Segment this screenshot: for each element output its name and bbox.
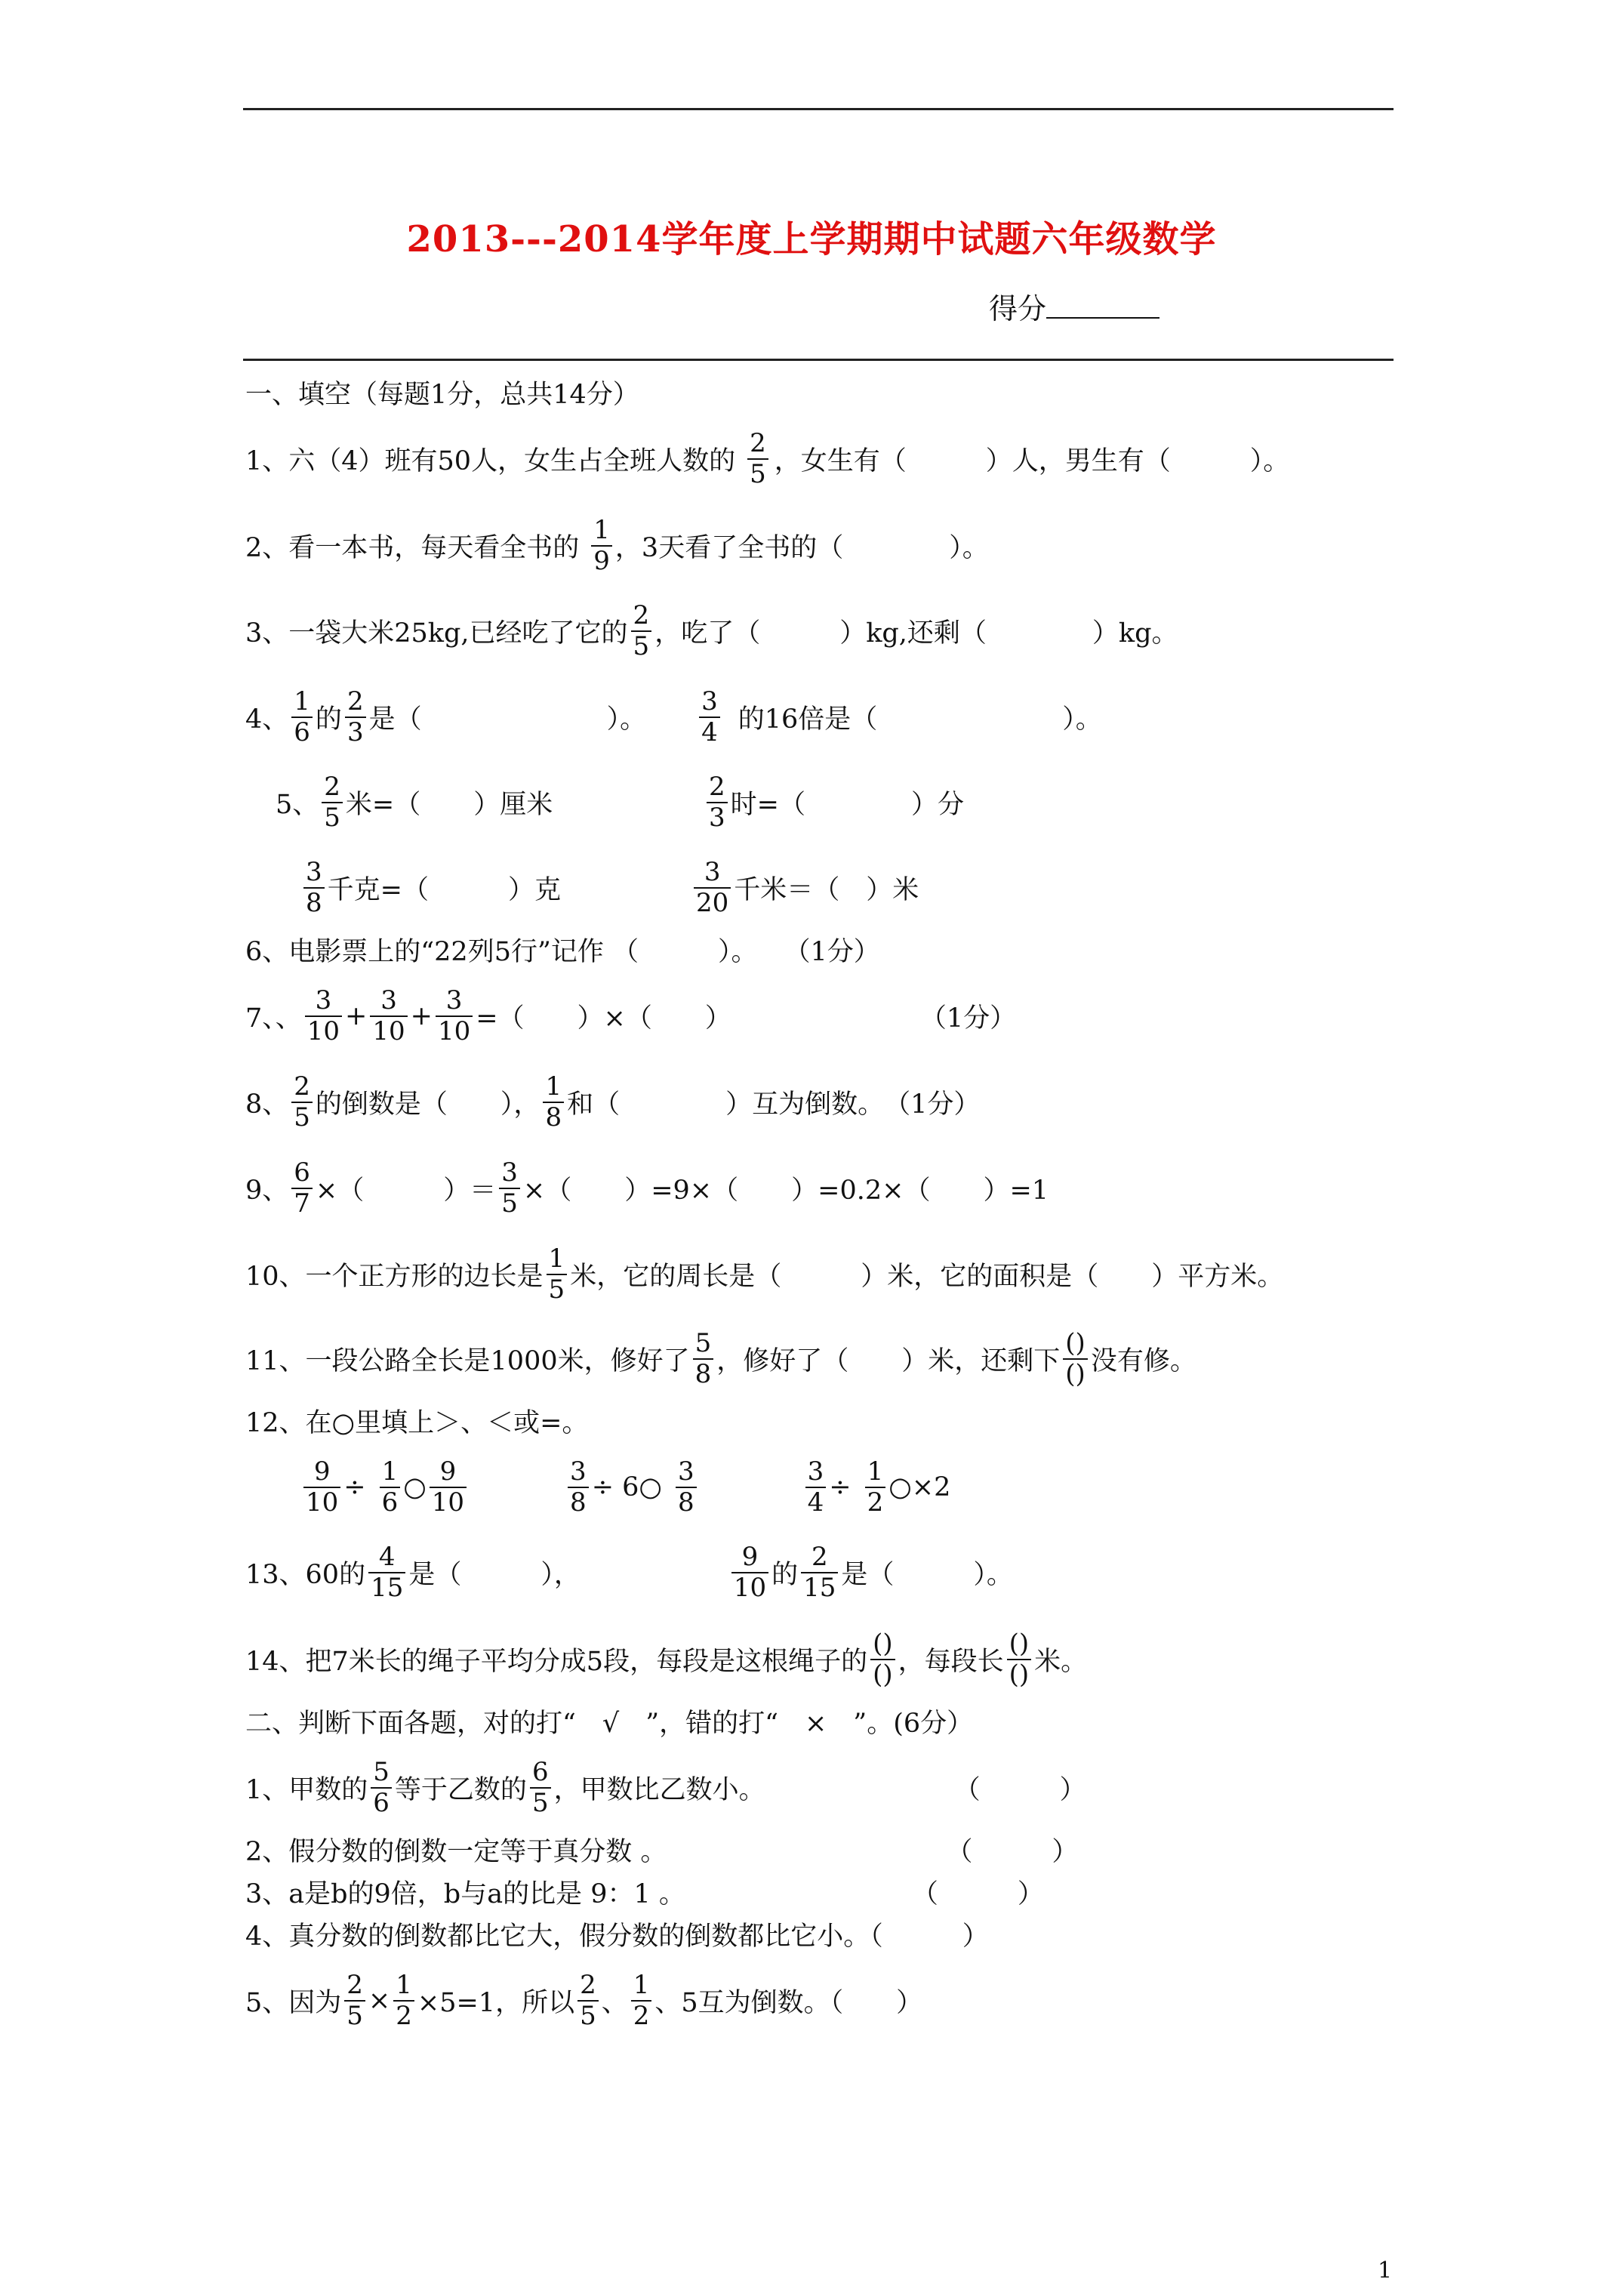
fraction: $\frac{()}{()}$ (1007, 1629, 1032, 1688)
fraction: $\frac{2}{5}$ (747, 429, 768, 488)
fraction: $\frac{3}{10}$ (370, 986, 407, 1045)
fraction: $\frac{3}{8}$ (568, 1457, 589, 1516)
fraction: $\frac{6}{5}$ (530, 1758, 551, 1817)
answer-bracket[interactable]: （ ） (953, 1774, 1086, 1805)
section1-heading: 一、填空（每题1分，总共14分） (245, 380, 639, 410)
fraction: $\frac{1}{6}$ (380, 1457, 401, 1516)
fraction: $\frac{1}{2}$ (393, 1971, 414, 2029)
question-3: 3、一袋大米25kg,已经吃了它的 $\frac{2}{5}$ ，吃了（ ）kg,还剩（ ）kg。 (245, 600, 1178, 661)
question-9: 9、 $\frac{6}{7}$ ×（ ）＝ $\frac{3}{5}$ ×（ ）=9×（ ）=0.2×（ ）=1 (245, 1157, 1049, 1219)
question-2: 2、看一本书，每天看全书的 $\frac{1}{9}$ ，3天看了全书的（ ）。 (245, 515, 989, 576)
fraction: $\frac{5}{8}$ (693, 1329, 714, 1388)
fraction: $\frac{2}{15}$ (801, 1542, 838, 1601)
page-number: 1 (1378, 2257, 1393, 2284)
fraction: $\frac{3}{10}$ (436, 986, 473, 1045)
top-rule (243, 108, 1394, 110)
fraction: $\frac{5}{6}$ (371, 1758, 392, 1817)
judge-question-4: 4、真分数的倒数都比它大，假分数的倒数都比它小。（ ） (245, 1922, 989, 1952)
question-5a: 5、 $\frac{2}{5}$ 米=（ ）厘米 (276, 772, 553, 833)
fraction: $\frac{2}{3}$ (345, 687, 366, 746)
fraction: $\frac{6}{7}$ (291, 1158, 313, 1217)
fraction: $\frac{2}{5}$ (631, 601, 652, 660)
section2-heading: 二、判断下面各题，对的打“ √ ”，错的打“ × ”。(6分） (245, 1709, 974, 1739)
judge-question-3: 3、a是b的9倍，b与a的比是 9：1 。 （ ） (245, 1869, 1044, 1915)
question-10: 10、一个正方形的边长是 $\frac{1}{5}$ 米，它的周长是（ ）米，它的面积是（ ）平方米。 (245, 1244, 1284, 1305)
question-6: 6、电影票上的“22列5行”记作 （ ）。 （1分） (245, 937, 880, 967)
answer-bracket[interactable]: （ ） (911, 1879, 1044, 1909)
question-14: 14、把7米长的绳子平均分成5段，每段是这根绳子的 $\frac{()}{()}$ ，每段长 $\frac{()}{()}$ 米。 (245, 1629, 1088, 1690)
fraction: $\frac{2}{5}$ (291, 1072, 313, 1131)
question-11: 11、一段公路全长是1000米，修好了 $\frac{5}{8}$ ，修好了（ ）米，还剩下 $\frac{()}{()}$ 没有修。 (245, 1328, 1196, 1389)
question-12-items: $\frac{9}{10}$ ÷ $\frac{1}{6}$ ○ $\frac{9}{10}$ $\frac{3}{8}$ ÷ 6○ $\frac{3}{8}$ $\frac{3}{4}$ ÷ $\frac{1}{2}$ ○×2 (300, 1444, 950, 1530)
header-rule (243, 359, 1394, 361)
fraction: $\frac{1}{2}$ (865, 1457, 886, 1516)
fraction: $\frac{2}{5}$ (344, 1971, 365, 2029)
fraction: $\frac{9}{10}$ (430, 1457, 467, 1516)
question-13: 13、60的 $\frac{4}{15}$ 是（ ）， $\frac{9}{10}$ 的 $\frac{2}{15}$ 是（ ）。 (245, 1542, 1013, 1603)
fraction: $\frac{4}{15}$ (368, 1542, 405, 1601)
fraction: $\frac{2}{5}$ (577, 1971, 599, 2029)
fraction: $\frac{3}{8}$ (303, 858, 325, 917)
fraction: $\frac{3}{5}$ (499, 1158, 520, 1217)
score-blank[interactable] (1046, 293, 1160, 319)
fraction: $\frac{()}{()}$ (1063, 1329, 1088, 1388)
question-5b-right: $\frac{3}{20}$ 千米＝（ ）米 (691, 844, 919, 931)
fraction: $\frac{9}{10}$ (303, 1457, 340, 1516)
score-label: 得分 (989, 292, 1047, 325)
question-7: 7、、 $\frac{3}{10}$ + $\frac{3}{10}$ + $\frac{3}{10}$ =（ ）×（ ） （1分） (245, 985, 1017, 1046)
fraction: $\frac{1}{2}$ (631, 1971, 652, 2029)
fraction: $\frac{3}{8}$ (676, 1457, 697, 1516)
fraction: $\frac{3}{20}$ (694, 858, 731, 917)
fraction: $\frac{()}{()}$ (870, 1629, 895, 1688)
fraction: $\frac{3}{10}$ (305, 986, 342, 1045)
question-12: 12、在○里填上＞、＜或=。 (245, 1408, 589, 1438)
judge-question-2: 2、假分数的倒数一定等于真分数 。 （ ） (245, 1827, 1078, 1872)
question-8: 8、 $\frac{2}{5}$ 的倒数是（ ）， $\frac{1}{8}$ 和（ ）互为倒数。 （1分） (245, 1071, 981, 1133)
judge-question-5: 5、因为 $\frac{2}{5}$ × $\frac{1}{2}$ ×5=1，所以 $\frac{2}{5}$ 、 $\frac{1}{2}$ 、5互为倒数。（ ） (245, 1970, 923, 2031)
fraction: $\frac{3}{4}$ (699, 687, 720, 746)
fraction: $\frac{1}{6}$ (291, 687, 313, 746)
fraction: $\frac{2}{5}$ (322, 772, 343, 831)
question-4: 4、 $\frac{1}{6}$ 的 $\frac{2}{3}$ 是（ ）。 $\frac{3}{4}$ 的16倍是（ ）。 (245, 686, 1102, 747)
fraction: $\frac{1}{8}$ (543, 1072, 564, 1131)
question-5b: $\frac{3}{8}$ 千克=（ ）克 (300, 844, 561, 931)
score-field (989, 285, 1160, 327)
question-1: 1、六（4）班有50人，女生占全班人数的 $\frac{2}{5}$ ，女生有（ ）人，男生有（ ）。 (245, 428, 1290, 489)
fraction: $\frac{2}{3}$ (707, 772, 728, 831)
fraction: $\frac{9}{10}$ (731, 1542, 768, 1601)
page-title: 2013---2014学年度上学期期中试题六年级数学 (406, 218, 1217, 260)
judge-question-1: 1、甲数的 $\frac{5}{6}$ 等于乙数的 $\frac{6}{5}$ ，甲数比乙数小。 （ ） (245, 1757, 1086, 1818)
question-5a-right: $\frac{2}{3}$ 时=（ ）分 (704, 759, 964, 846)
answer-bracket[interactable]: （ ） (946, 1837, 1079, 1867)
fraction: $\frac{1}{9}$ (591, 516, 612, 575)
fraction: $\frac{1}{5}$ (547, 1244, 568, 1303)
fraction: $\frac{3}{4}$ (805, 1457, 827, 1516)
